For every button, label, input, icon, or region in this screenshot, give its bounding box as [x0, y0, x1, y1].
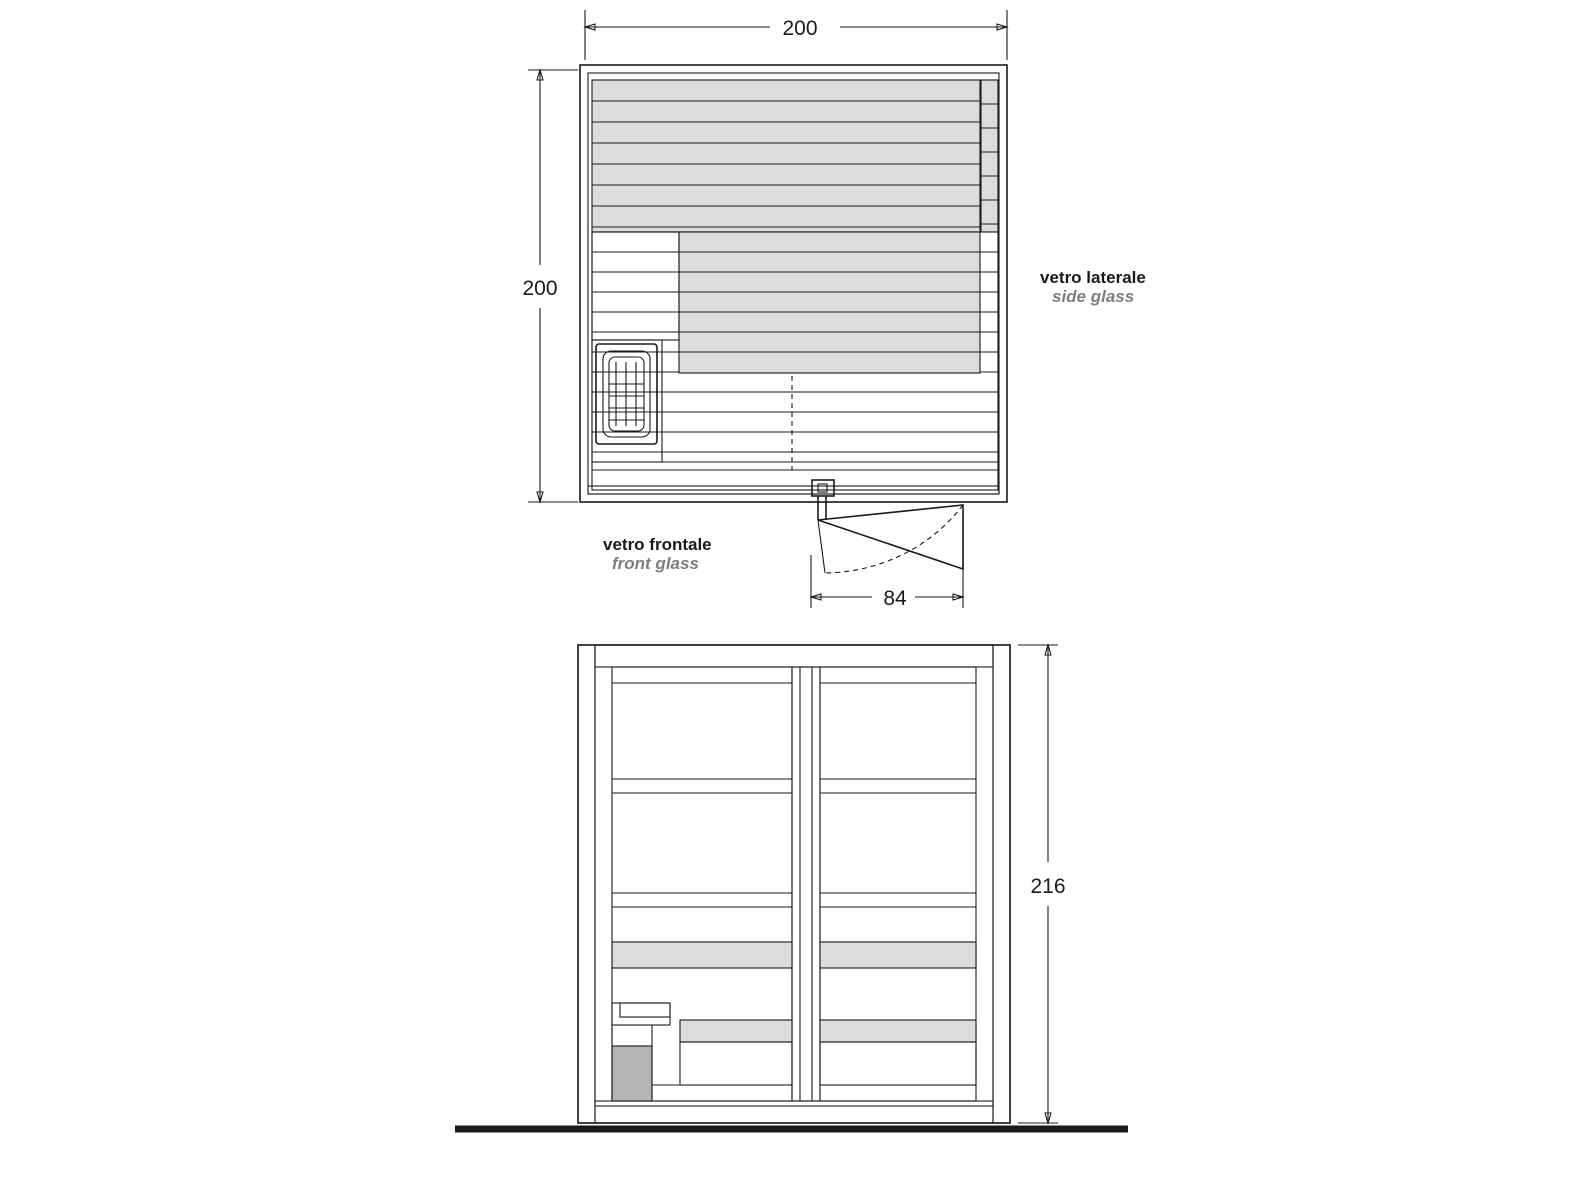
dim-plan-width [585, 10, 1007, 60]
dim-elevation-height [1018, 645, 1058, 1123]
plan-lower-bench [679, 232, 980, 373]
elevation-upper-bench [612, 942, 976, 968]
dim-label-plan-depth: 200 [522, 277, 558, 300]
dim-plan-depth [528, 70, 578, 502]
dim-label-door-swing: 84 [883, 587, 907, 610]
plan-side-glass-panel [981, 80, 998, 232]
label-side-glass-it: vetro laterale [1040, 268, 1146, 287]
label-front-glass-it: vetro frontale [603, 535, 712, 554]
elevation-center-mullion [792, 667, 820, 1101]
plan-upper-bench [592, 80, 980, 232]
dim-label-plan-width: 200 [782, 17, 818, 40]
elevation-heater [612, 1003, 670, 1101]
dim-label-elevation-height: 216 [1030, 875, 1066, 898]
label-front-glass-en: front glass [612, 554, 699, 573]
plan-door-swing [818, 496, 963, 573]
label-side-glass-en: side glass [1052, 287, 1135, 306]
elevation-lower-bench [680, 1020, 976, 1085]
